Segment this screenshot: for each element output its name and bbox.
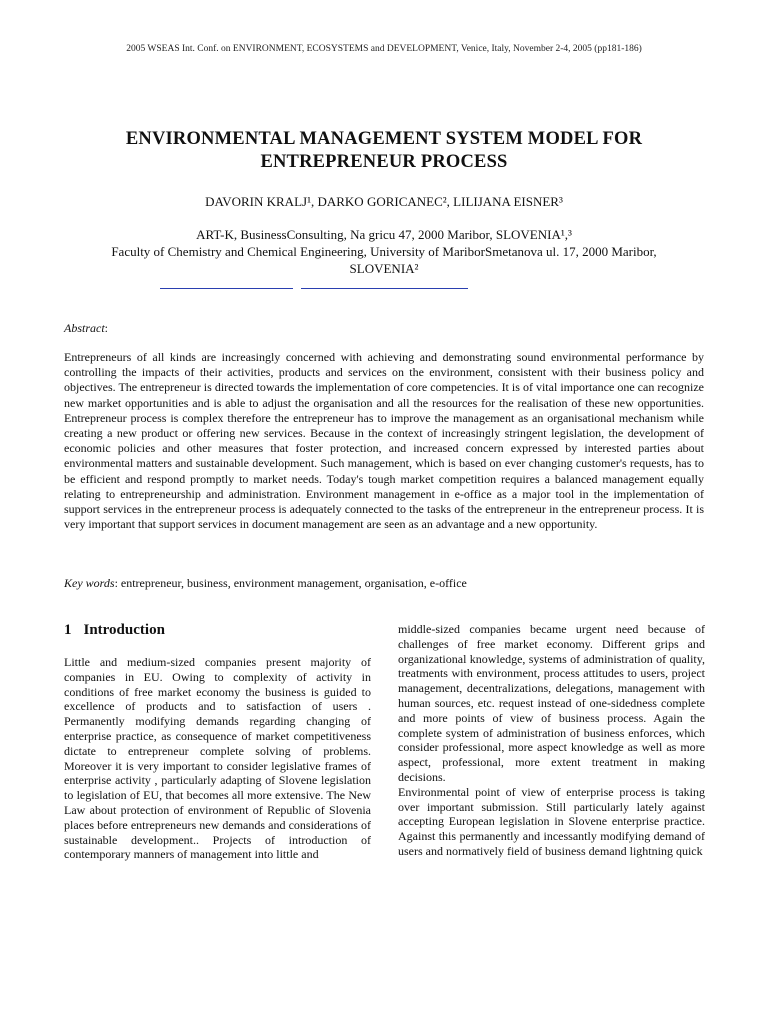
title-line-1: ENVIRONMENTAL MANAGEMENT SYSTEM MODEL FOR bbox=[125, 129, 643, 149]
abstract-body: Entrepreneurs of all kinds are increasingly concerned with achieving and demonstrating sound environmental performance by controlling the impacts of their activities, products and services on the environment, consistent with their business policy and objectives. The entrepreneur is directed towards the implementation of core competencies. It is of vital importance one can recognize new market opportunities and is able to adjust the organisation and all the resources for the realisation of these new opportunities. Entrepreneur process is complex therefore the entrepreneur has to improve the management as an organisational mechanism while creating a new product or offering new services. Because in the context of increasingly stringent legislation, the development of economic policies and other measures that foster protection, and increased concern expressed by interested parties about environmental matters and sustainable development. Such management, which is based on ever changing customer's requests, has to be efficient and respond promptly to market needs. Today's tough market competition requires a balanced management equally relating to entrepreneurship and administration. Environment management in e-office as a major tool in the implementation of support services in the entrepreneur process is adequately connected to the tasks of the entrepreneur in the entrepreneur process. It is very important that support services in document management are seen as an advantage and a new opportunity. bbox=[64, 350, 704, 532]
intro-paragraph-1: Little and medium-sized companies present majority of companies in EU. Owing to complexity of activity in conditions of free market economy the business is guided to excellence of products and to satisfaction of users . Permanently modifying demands regarding changing of enterprise practice, as consequence of market competitiveness dictate to entrepreneur complete solving of problems. Moreover it is very important to consider legislative frames of enterprise activity , particularly adapting of Slovene legislation to legislation of EU, that becomes all more extensive. The New Law about protection of environment of Republic of Slovenia places before entrepreneurs new demands and considerations of sustainable development.. Projects of introduction of contemporary manners of management into little and bbox=[64, 655, 371, 862]
abstract-heading bbox=[64, 321, 108, 336]
abstract-colon: : bbox=[104, 321, 109, 335]
keywords-text: : entrepreneur, business, environment management, organisation, e-office bbox=[114, 576, 467, 590]
abstract-label: Abstract bbox=[64, 321, 105, 335]
authors: DAVORIN KRALJ¹, DARKO GORICANEC², LILIJANA EISNER³ bbox=[205, 194, 563, 209]
affiliation-line-3: SLOVENIA² bbox=[349, 261, 419, 276]
conference-header: 2005 WSEAS Int. Conf. on ENVIRONMENT, ECOSYSTEMS and DEVELOPMENT, Venice, Italy, November 2-4, 2005 (pp181-186) bbox=[126, 44, 642, 54]
right-column bbox=[398, 622, 705, 859]
section-number: 1 bbox=[64, 622, 72, 638]
intro-paragraph-3: Environmental point of view of enterprise process is taking over important submission. Still particularly lately against accepting European legislation in Slovene enterprise practice. Against this permanently and incessantly modifying demand of users and normatively field of business demand lightning quick bbox=[398, 784, 705, 858]
section-heading-introduction bbox=[64, 622, 165, 639]
keywords bbox=[64, 576, 704, 591]
intro-paragraph-2: middle-sized companies became urgent need because of challenges of free market economy. Different grips and organizational knowledge, systems of administration of quality, treatments with environment, process attitudes to users, project management, decentralizations, delegations, management with human sources, etc. request instead of one-sidedness complete and more points of view of business process. Again the complete system of administration of business enforces, which consider professional, more aspect knowledge as well as more aspect, professional, more extent treatment in making decisions. bbox=[398, 622, 705, 784]
section-title: Introduction bbox=[83, 622, 165, 638]
email-link-1[interactable] bbox=[160, 288, 293, 289]
affiliation-line-2: Faculty of Chemistry and Chemical Engineering, University of MariborSmetanova ul. 17, 2000 Maribor, bbox=[111, 244, 657, 259]
title-line-2: ENTREPRENEUR PROCESS bbox=[260, 152, 508, 172]
left-column bbox=[64, 655, 371, 862]
affiliations bbox=[50, 226, 718, 277]
paper-title bbox=[60, 128, 708, 174]
email-link-2[interactable] bbox=[301, 288, 468, 289]
keywords-label: Key words bbox=[64, 576, 115, 590]
affiliation-line-1: ART-K, BusinessConsulting, Na gricu 47, 2000 Maribor, SLOVENIA¹,³ bbox=[196, 227, 572, 242]
